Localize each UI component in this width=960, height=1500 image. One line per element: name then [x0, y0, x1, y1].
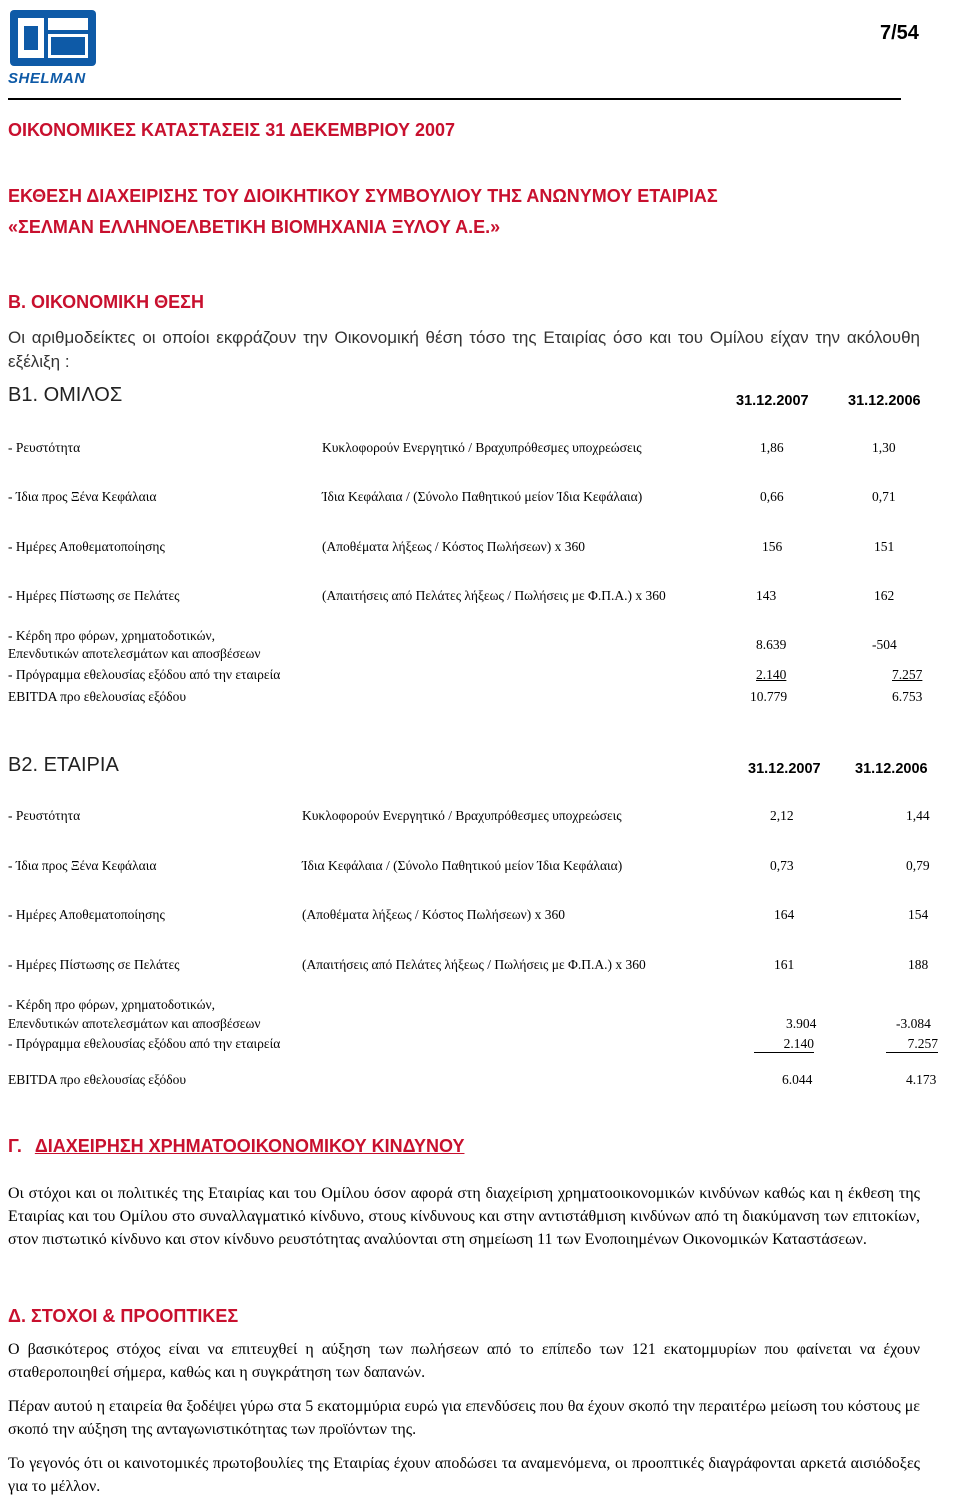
b1-ebt-label-line1: - Κέρδη προ φόρων, χρηματοδοτικών, [8, 628, 216, 643]
b2-row-value-2007: 0,73 [770, 858, 794, 873]
b2-ebt-label-line2: Επενδυτικών αποτελεσμάτων και αποσβέσεων [8, 1016, 261, 1031]
b2-ebt-2007: 3.904 [786, 1016, 817, 1031]
header-rule [8, 98, 901, 100]
section-b-heading: Β. ΟΙΚΟΝΟΜΙΚΗ ΘΕΣΗ [8, 292, 204, 312]
section-b-intro: Οι αριθμοδείκτες οι οποίοι εκφράζουν την Οικονομική θέση τόσο της Εταιρίας όσο και του Ομίλου είχαν την ακόλουθη εξέλιξη : [8, 328, 920, 371]
b1-row-formula: (Απαιτήσεις από Πελάτες λήξεως / Πωλήσεις με Φ.Π.Α.) x 360 [322, 588, 666, 603]
document-title: ΟΙΚΟΝΟΜΙΚΕΣ ΚΑΤΑΣΤΑΣΕΙΣ 31 ΔΕΚΕΜΒΡΙΟΥ 2007 [8, 120, 456, 140]
report-title-line1: ΕΚΘΕΣΗ ΔΙΑΧΕΙΡΙΣΗΣ ΤΟΥ ΔΙΟΙΚΗΤΙΚΟΥ ΣΥΜΒΟΥΛΙΟΥ ΤΗΣ ΑΝΩΝΥΜΟΥ ΕΤΑΙΡΙΑΣ [8, 186, 718, 206]
b1-row-value-2006: 162 [874, 588, 895, 603]
b1-ebt-2006: -504 [872, 637, 897, 652]
b2-col-2007: 31.12.2007 [748, 761, 821, 777]
section-c-title: ΔΙΑΧΕΙΡΗΣΗ ΧΡΗΜΑΤΟΟΙΚΟΝΟΜΙΚΟΥ ΚΙΝΔΥΝΟΥ [34, 1136, 465, 1156]
b2-row-label: - Ημέρες Αποθεματοποίησης [8, 907, 165, 922]
b2-row-value-2007: 2,12 [770, 808, 794, 823]
b2-row-formula: Ίδια Κεφάλαια / (Σύνολο Παθητικού μείον Ίδια Κεφάλαια) [302, 858, 623, 873]
logo-mark-icon [10, 10, 96, 66]
section-c-heading [8, 1136, 464, 1157]
b2-heading: Β2. ΕΤΑΙΡΙΑ [8, 754, 119, 776]
b1-row-formula: (Αποθέματα λήξεως / Κόστος Πωλήσεων) x 360 [322, 539, 586, 554]
page-number: 7/54 [880, 22, 919, 44]
section-d-heading: Δ. ΣΤΟΧΟΙ & ΠΡΟΟΠΤΙΚΕΣ [8, 1306, 239, 1326]
b1-row-label: - Ημέρες Αποθεματοποίησης [8, 539, 165, 554]
b2-row-value-2006: 188 [908, 957, 929, 972]
b2-ebitda-label: EBITDA προ εθελουσίας εξόδου [8, 1072, 187, 1087]
b1-row-value-2006: 151 [874, 539, 895, 554]
b1-voluntary-2007: 2.140 [756, 667, 787, 682]
section-c-text: Οι στόχοι και οι πολιτικές της Εταιρίας και του Ομίλου όσον αφορά στη διαχείριση χρηματοοικονομικών κινδύνων καθώς και η έκθεση της Εταιρίας και του Ομίλου στο συναλλαγματικό κίνδυνο, στους κίνδυνους και στην αντιστάθμιση κινδύνων από τη διακύμανση των επιτοκίων, στον πιστωτικό κίνδυνο και στον κίνδυνο ρευστότητας αναλύονται στη σημείωση 11 των Ενοποιημένων Οικονομικών Καταστάσεων. [8, 1185, 920, 1248]
b1-ebitda-label: EBITDA προ εθελουσίας εξόδου [8, 689, 187, 704]
b2-row-formula: (Αποθέματα λήξεως / Κόστος Πωλήσεων) x 360 [302, 907, 566, 922]
b1-row-label: - Ίδια προς Ξένα Κεφάλαια [8, 489, 157, 504]
b1-row-label: - Ημέρες Πίστωσης σε Πελάτες [8, 588, 180, 603]
b2-row-value-2006: 0,79 [906, 858, 930, 873]
b2-ebitda-2006: 4.173 [906, 1072, 937, 1087]
report-title-line2: «ΣΕΛΜΑΝ ΕΛΛΗΝΟΕΛΒΕΤΙΚΗ ΒΙΟΜΗΧΑΝΙΑ ΞΥΛΟΥ Α.Ε.» [8, 217, 501, 237]
b1-row-formula: Ίδια Κεφάλαια / (Σύνολο Παθητικού μείον Ίδια Κεφάλαια) [322, 489, 643, 504]
b2-voluntary-label: - Πρόγραμμα εθελουσίας εξόδου από την εταιρεία [8, 1036, 281, 1051]
b2-row-value-2007: 161 [774, 957, 795, 972]
b1-row-value-2007: 143 [756, 588, 777, 603]
b2-row-label: - Ίδια προς Ξένα Κεφάλαια [8, 858, 157, 873]
b2-row-value-2007: 164 [774, 907, 795, 922]
section-d-paragraph-3: Το γεγονός ότι οι καινοτομικές πρωτοβουλίες της Εταιρίας έχουν αποδώσει τα αναμενόμενα, οι προοπτικές διαγράφονται αρκετά αισιόδοξες για το μέλλον. [8, 1455, 920, 1495]
b1-ebt-label-line2: Επενδυτικών αποτελεσμάτων και αποσβέσεων [8, 646, 261, 661]
b1-row-value-2007: 1,86 [760, 440, 784, 455]
b2-row-formula: (Απαιτήσεις από Πελάτες λήξεως / Πωλήσεις με Φ.Π.Α.) x 360 [302, 957, 646, 972]
b1-voluntary-label: - Πρόγραμμα εθελουσίας εξόδου από την εταιρεία [8, 667, 281, 682]
b2-row-label: - Ημέρες Πίστωσης σε Πελάτες [8, 957, 180, 972]
b2-col-2006: 31.12.2006 [855, 761, 928, 777]
b1-row-formula: Κυκλοφορούν Ενεργητικό / Βραχυπρόθεσμες υποχρεώσεις [322, 440, 642, 455]
b2-voluntary-2006: 7.257 [886, 1036, 938, 1053]
b1-voluntary-2006: 7.257 [892, 667, 923, 682]
b2-ebt-label-line1: - Κέρδη προ φόρων, χρηματοδοτικών, [8, 997, 216, 1012]
b1-ebt-2007: 8.639 [756, 637, 787, 652]
b1-col-2006: 31.12.2006 [848, 393, 921, 409]
logo-text: SHELMAN [8, 70, 86, 87]
b1-row-value-2007: 0,66 [760, 489, 784, 504]
b1-row-value-2006: 1,30 [872, 440, 896, 455]
company-logo [8, 8, 100, 90]
section-d-paragraph-1: Ο βασικότερος στόχος είναι να επιτευχθεί η αύξηση των πωλήσεων από το επίπεδο των 121 εκατομμυρίων που φαίνεται να έχουν σταθεροποιηθεί σήμερα, καθώς και η συγκράτηση των δαπανών. [8, 1341, 920, 1381]
b2-row-value-2006: 154 [908, 907, 929, 922]
b1-row-value-2006: 0,71 [872, 489, 896, 504]
b1-ebitda-2007: 10.779 [750, 689, 788, 704]
b2-row-value-2006: 1,44 [906, 808, 930, 823]
section-c-prefix: Γ. [8, 1136, 22, 1156]
b2-row-label: - Ρευστότητα [8, 808, 81, 823]
b1-row-label: - Ρευστότητα [8, 440, 81, 455]
b2-ebitda-2007: 6.044 [782, 1072, 813, 1087]
b1-row-value-2007: 156 [762, 539, 783, 554]
b2-voluntary-2007: 2.140 [754, 1036, 814, 1053]
b1-col-2007: 31.12.2007 [736, 393, 809, 409]
b1-heading: Β1. ΟΜΙΛΟΣ [8, 384, 123, 406]
b2-ebt-2006: -3.084 [896, 1016, 931, 1031]
b1-ebitda-2006: 6.753 [892, 689, 923, 704]
b2-row-formula: Κυκλοφορούν Ενεργητικό / Βραχυπρόθεσμες υποχρεώσεις [302, 808, 622, 823]
section-d-paragraph-2: Πέραν αυτού η εταιρεία θα ξοδέψει γύρω στα 5 εκατομμύρια ευρώ για επενδύσεις που θα έχουν σκοπό την περαιτέρω μείωση του κόστους με σκοπό την αύξηση της ανταγωνιστικότητας των προϊόντων της. [8, 1398, 920, 1438]
